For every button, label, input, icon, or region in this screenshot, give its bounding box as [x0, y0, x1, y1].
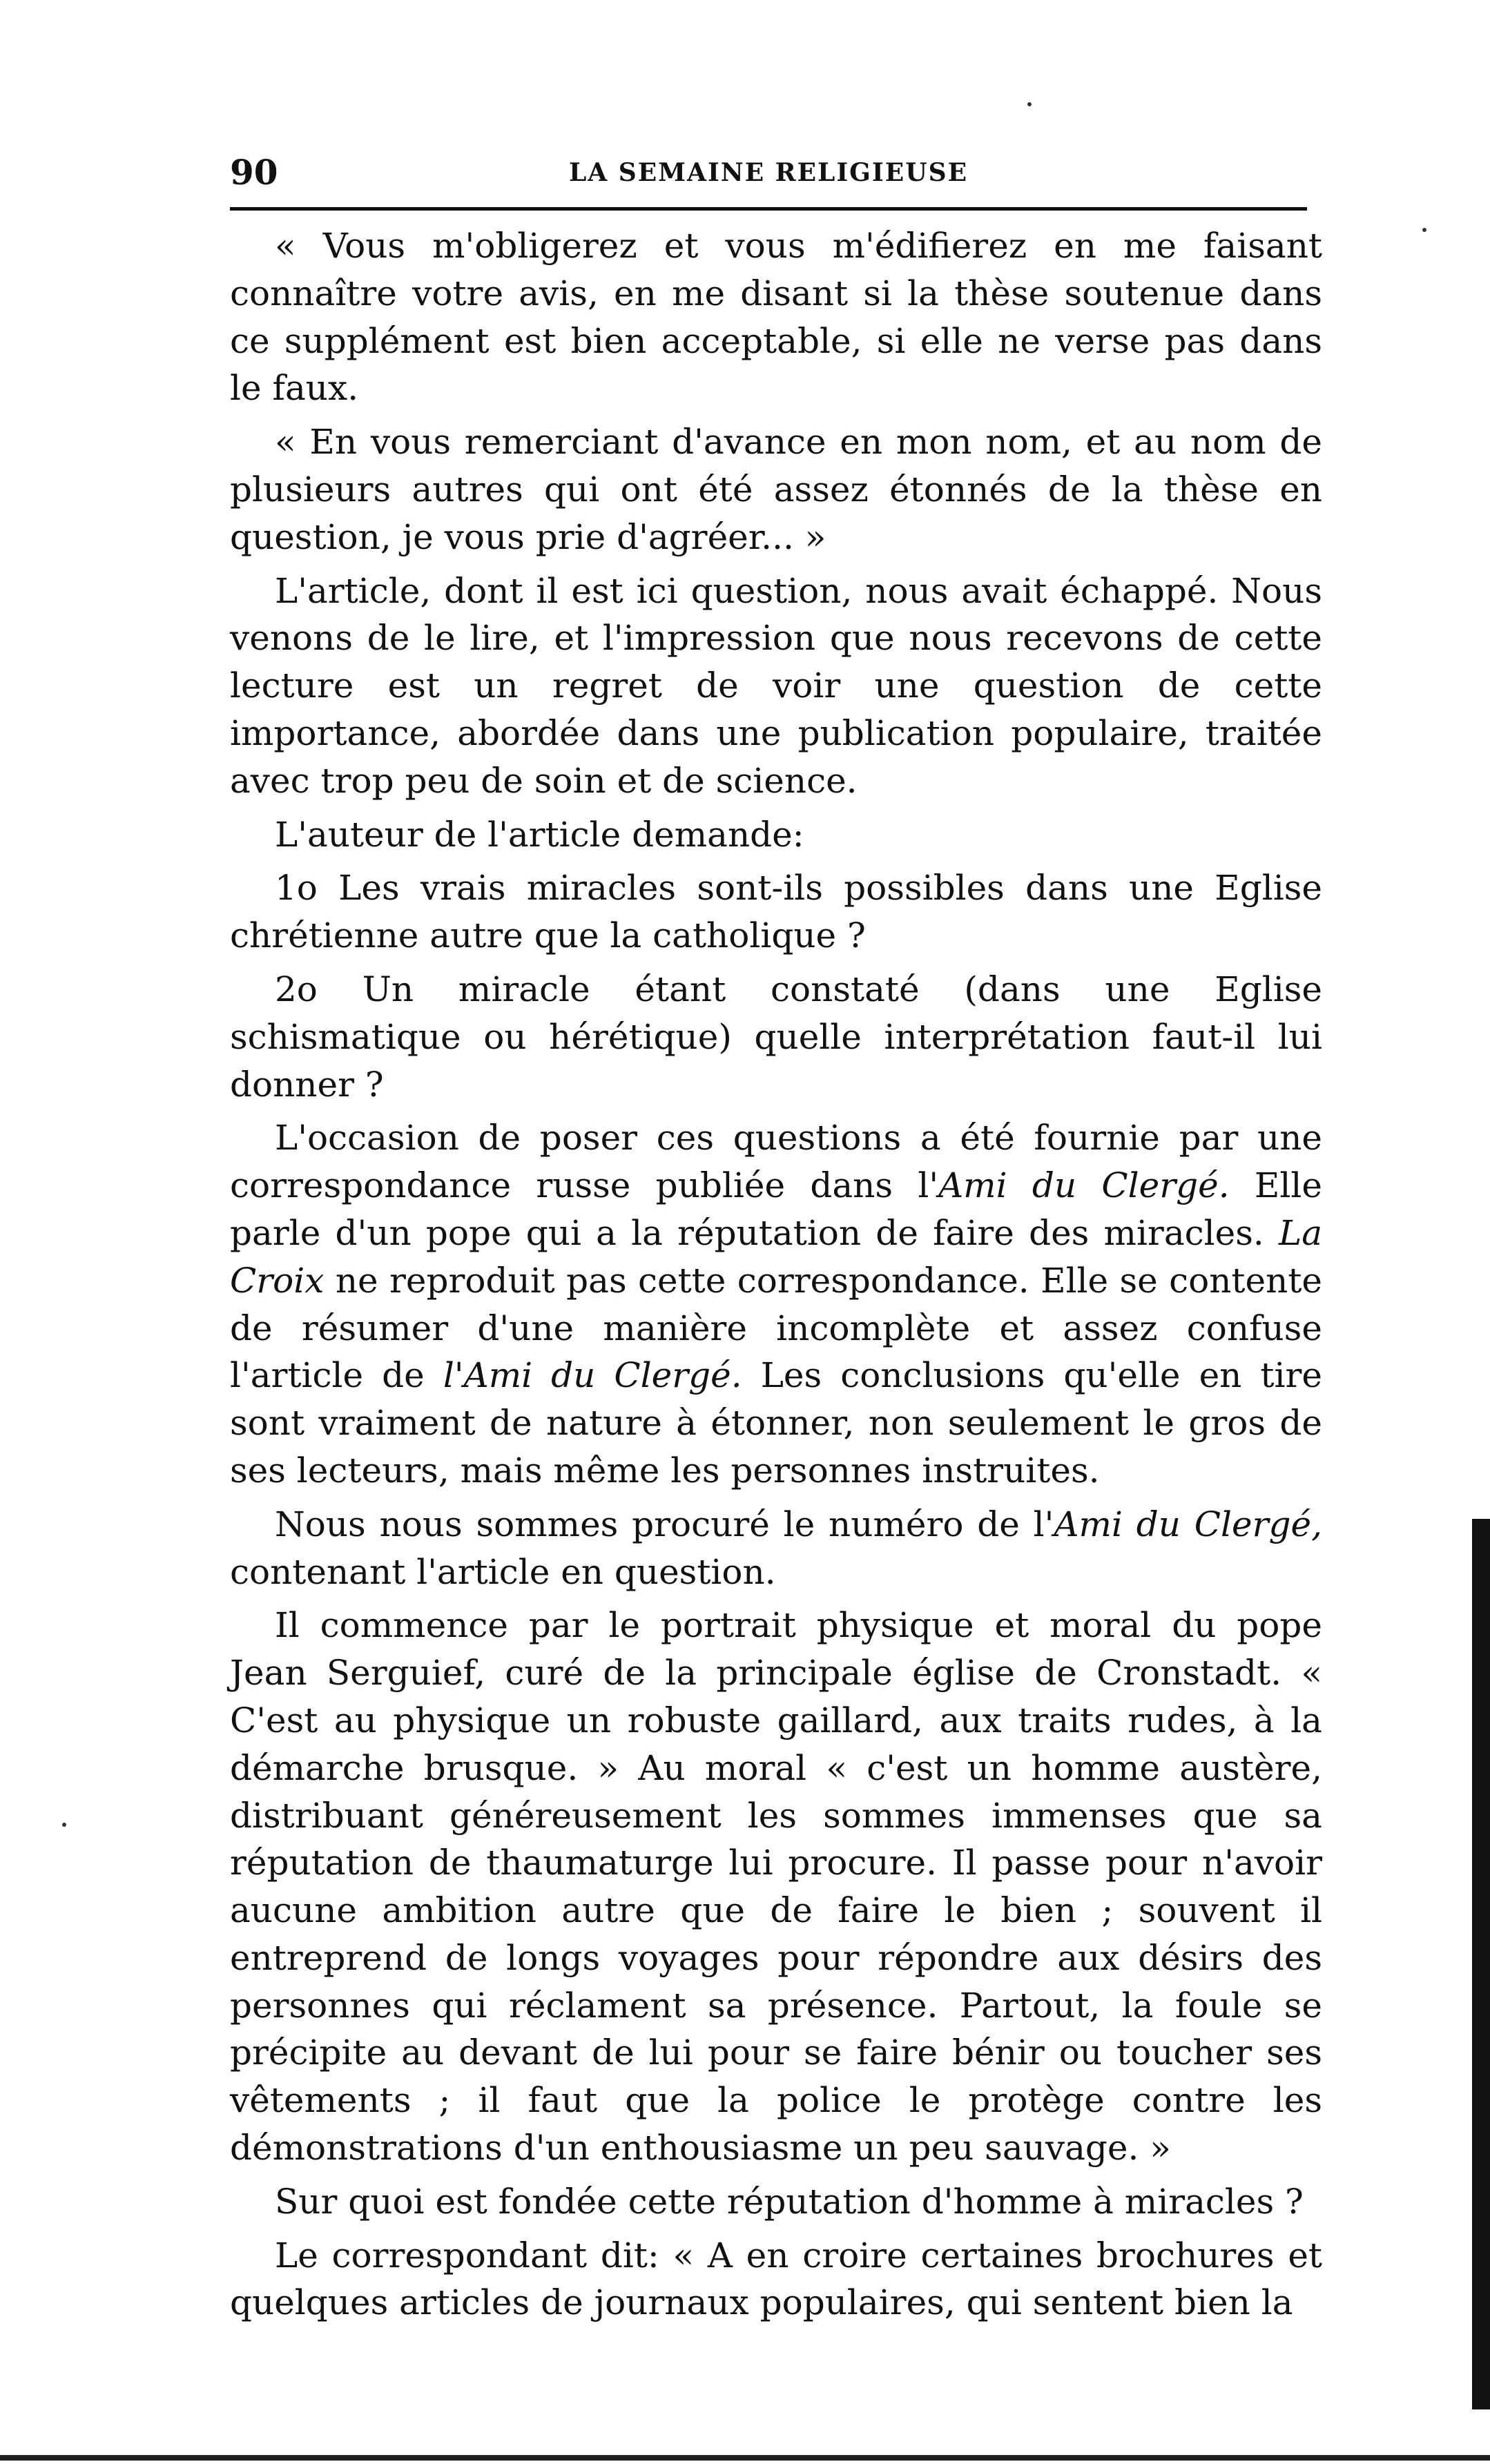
paragraph: « En vous remerciant d'avance en mon nom, et au nom de plusieurs autres qui ont été assez étonnés de la thèse en question, je vous prie d'agréer... »: [230, 422, 1322, 557]
page-edge-shadow: [1472, 1519, 1490, 2409]
italic-title: l'Ami du Clergé.: [443, 1355, 742, 1396]
header-rule: [230, 207, 1307, 211]
paragraph: Nous nous sommes procuré le numéro de l'Ami du Clergé, contenant l'article en question.: [230, 1504, 1322, 1592]
page-header: [230, 148, 1307, 197]
scan-speck: [1422, 228, 1426, 232]
paragraph: 2o Un miracle étant constaté (dans une Eglise schismatique ou hérétique) quelle interprétation faut-il lui donner ?: [230, 969, 1322, 1105]
paragraph: L'auteur de l'article demande:: [275, 814, 804, 855]
page-number: 90: [230, 152, 278, 193]
italic-title: La Croix: [230, 1212, 1322, 1301]
paragraph: Sur quoi est fondée cette réputation d'homme à miracles ?: [275, 2181, 1304, 2222]
scan-speck: [62, 1823, 66, 1827]
paragraph: 1o Les vrais miracles sont-ils possibles dans une Eglise chrétienne autre que la catholique ?: [230, 868, 1322, 956]
running-title: LA SEMAINE RELIGIEUSE: [568, 158, 969, 187]
paragraph: L'article, dont il est ici question, nous avait échappé. Nous venons de le lire, et l'impression que nous recevons de cette lecture est un regret de voir une question de cette importance, abordée dans une publication populaire, traitée avec trop peu de soin et de science.: [230, 570, 1322, 801]
paragraph: Il commence par le portrait physique et moral du pope Jean Serguief, curé de la principale église de Cronstadt. « C'est au physique un robuste gaillard, aux traits rudes, à la démarche brusque. » Au moral « c'est un homme austère, distribuant généreusement les sommes immenses que sa réputation de thaumaturge lui procure. Il passe pour n'avoir aucune ambition autre que de faire le bien ; souvent il entreprend de longs voyages pour répondre aux désirs des personnes qui réclament sa présence. Partout, la foule se précipite au devant de lui pour se faire bénir ou toucher ses vêtements ; il faut que la police le protège contre les démonstrations d'un enthousiasme un peu sauvage. »: [230, 1605, 1322, 2169]
italic-title: Ami du Clergé.: [938, 1165, 1230, 1206]
paragraph: « Vous m'obligerez et vous m'édifierez en me faisant connaître votre avis, en me disant si la thèse soutenue dans ce supplément est bien acceptable, si elle ne verse pas dans le faux.: [230, 226, 1322, 409]
scan-speck: [1027, 102, 1032, 106]
paragraph: L'occasion de poser ces questions a été fournie par une correspondance russe publiée dans l'Ami du Clergé. Elle parle d'un pope qui a la réputation de faire des miracles. La Croix ne reproduit pas cette correspondance. Elle se contente de résumer d'une manière incomplète et assez confuse l'article de l'Ami du Clergé. Les conclusions qu'elle en tire sont vraiment de nature à étonner, non seulement le gros de ses lecteurs, mais même les personnes instruites.: [230, 1118, 1323, 1491]
body-text: [230, 222, 1322, 2333]
paragraph: Le correspondant dit: « A en croire certaines brochures et quelques articles de journaux populaires, qui sentent bien la: [230, 2235, 1322, 2323]
page-bottom-edge: [0, 2455, 1490, 2461]
italic-title: Ami du Clergé,: [1054, 1504, 1322, 1544]
